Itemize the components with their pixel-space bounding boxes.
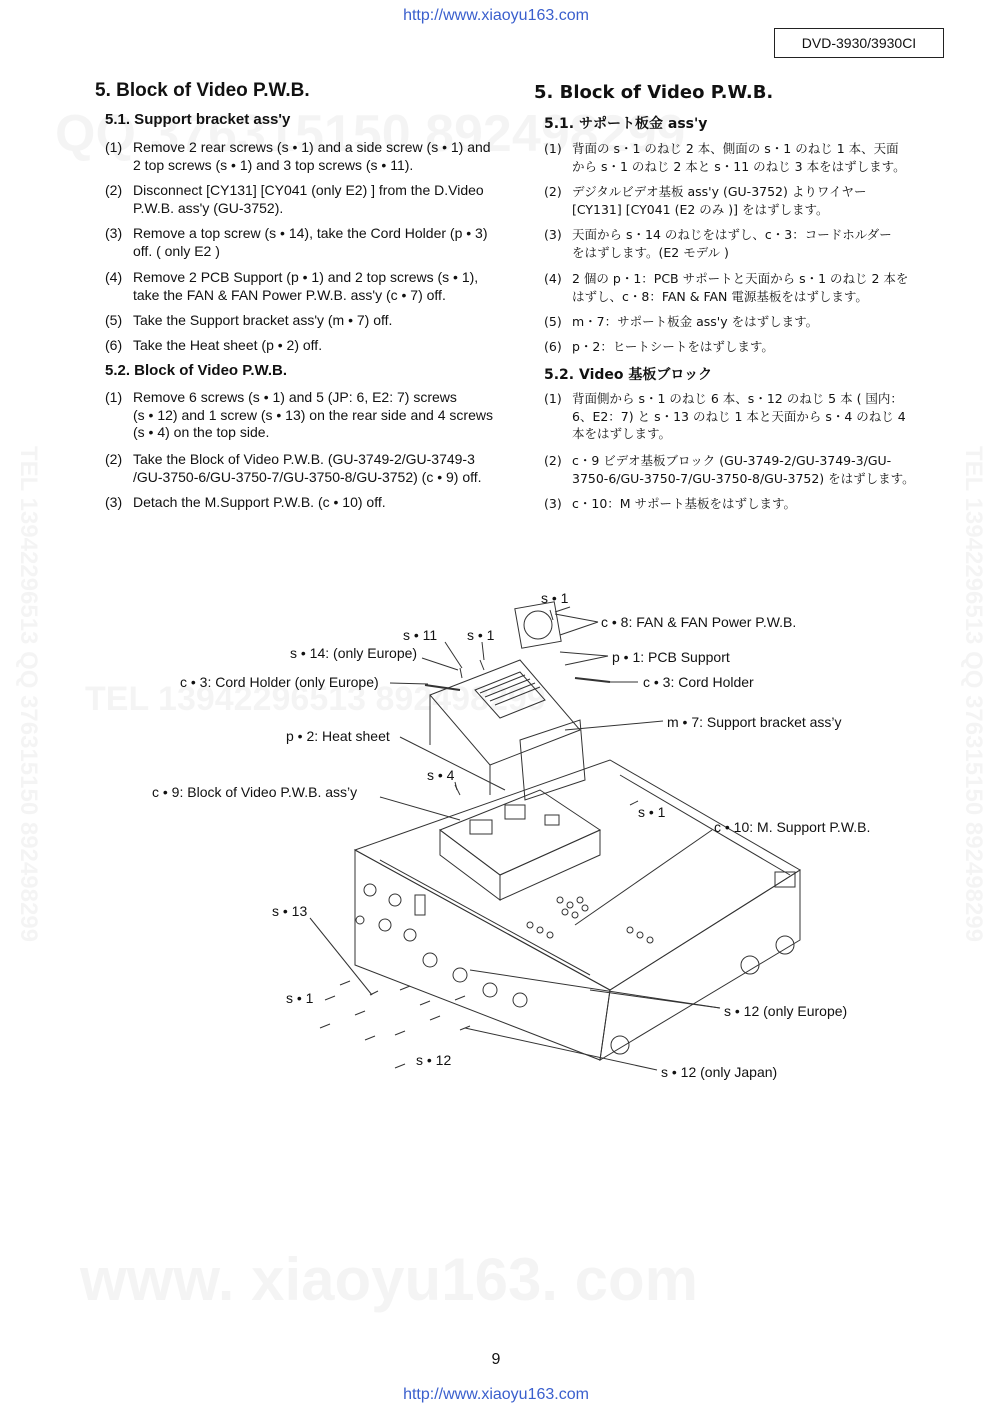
- label-c3-cord-holder-left: c • 3: Cord Holder (only Europe): [180, 674, 379, 690]
- japanese-step-5-1-3: (3) 天面から s・14 のねじをはずし、c・3：コードホルダー をはずします。(E2 モデル ): [544, 227, 892, 260]
- english-step-5-1-1: (1) Remove 2 rear screws (s • 1) and a side screw (s • 1) and 2 top screws (s • 1) and 3 top screws (s • 11).: [105, 139, 491, 173]
- english-step-5-1-5: (5) Take the Support bracket ass'y (m • 7) off.: [105, 312, 393, 328]
- japanese-step-5-2-3: (3) c・10：M サポート基板をはずします。: [544, 496, 797, 511]
- chassis-front-panel: [355, 850, 610, 1060]
- english-step-5-1-4: (4) Remove 2 PCB Support (p • 1) and 2 top screws (s • 1), take the FAN & FAN Power P.W.B. ass'y (c • 7) off.: [105, 269, 479, 303]
- japanese-step-5-1-6: (6) p・2：ヒートシートをはずします。: [544, 339, 774, 354]
- chassis-side-panel: [600, 870, 800, 1060]
- label-s1-low: s • 1: [286, 990, 314, 1006]
- japanese-step-5-1-4: (4) 2 個の p・1：PCB サポートと天面から s・1 のねじ 2 本を はずし、c・8：FAN & FAN 電源基板をはずします。: [544, 271, 909, 304]
- label-s4: s • 4: [427, 767, 455, 783]
- japanese-step-5-1-1: (1) 背面の s・1 のねじ 2 本、側面の s・1 のねじ 1 本、天面 から s・1 のねじ 2 本と s・11 のねじ 3 本をはずします。: [544, 141, 906, 174]
- page-number: 9: [491, 1351, 501, 1368]
- watermark-url: [80, 1245, 698, 1314]
- english-subsection-5-2: 5.2. Block of Video P.W.B.: [105, 362, 287, 379]
- label-c8-fan: c • 8: FAN & FAN Power P.W.B.: [601, 614, 797, 630]
- label-c3-cord-holder-right: c • 3: Cord Holder: [643, 674, 754, 690]
- label-c10-m-support: c • 10: M. Support P.W.B.: [714, 819, 871, 835]
- english-subsection-5-1: 5.1. Support bracket ass'y: [105, 111, 291, 128]
- english-step-5-2-3: (3) Detach the M.Support P.W.B. (c • 10) off.: [105, 494, 386, 510]
- label-s12-europe: s • 12 (only Europe): [724, 1003, 848, 1019]
- label-s14: s • 14: (only Europe): [290, 645, 418, 661]
- japanese-section-title: 5. Block of Video P.W.B.: [534, 82, 774, 103]
- english-step-5-2-1: (1) Remove 6 screws (s • 1) and 5 (JP: 6, E2: 7) screws (s • 12) and 1 screw (s • 13) on the rear side and 4 screws (s • 4) on the top side.: [105, 389, 493, 440]
- label-p2-heat-sheet: p • 2: Heat sheet: [286, 728, 390, 744]
- chassis-outline: [355, 760, 800, 990]
- label-s1-b: s • 1: [467, 627, 495, 643]
- label-c9-video-block: c • 9: Block of Video P.W.B. ass’y: [152, 784, 358, 800]
- english-step-5-1-2: (2) Disconnect [CY131] [CY041 (only E2) ] from the D.Video P.W.B. ass'y (GU-3752).: [105, 182, 484, 216]
- support-bracket: [430, 660, 580, 765]
- japanese-step-5-1-2: (2) デジタルビデオ基板 ass'y (GU-3752) よりワイヤー [CY131] [CY041 (E2 のみ )] をはずします。: [544, 184, 867, 217]
- label-p1-pcb-support: p • 1: PCB Support: [612, 649, 730, 665]
- exploded-view-diagram: [0, 580, 992, 1100]
- fan: [515, 602, 561, 648]
- label-s12-japan: s • 12 (only Japan): [661, 1064, 778, 1080]
- heat-sink: [475, 672, 545, 718]
- label-s1-top: s • 1: [541, 590, 569, 606]
- label-s1-mid: s • 1: [638, 804, 666, 820]
- english-step-5-1-3: (3) Remove a top screw (s • 14), take the Cord Holder (p • 3) off. ( only E2 ): [105, 225, 488, 259]
- japanese-step-5-2-2: (2) c・9 ビデオ基板ブロック (GU-3749-2/GU-3749-3/GU- 3750-6/GU-3750-7/GU-3750-8/GU-3752) をはずします。: [544, 453, 915, 486]
- video-pwb-block: [440, 790, 600, 875]
- japanese-step-5-1-5: (5) m・7：サポート板金 ass'y をはずします。: [544, 314, 819, 329]
- english-section-title: 5. Block of Video P.W.B.: [95, 80, 310, 101]
- english-step-5-1-6: (6) Take the Heat sheet (p • 2) off.: [105, 337, 323, 353]
- bottom-url-link[interactable]: http://www.xiaoyu163.com: [403, 1386, 589, 1403]
- label-s11: s • 11: [403, 627, 438, 643]
- japanese-step-5-2-1: (1) 背面側から s・1 のねじ 6 本、s・12 のねじ 5 本 ( 国内： 6、E2：7) と s・13 のねじ 1 本と天面から s・4 のねじ 4 本をはずします。: [544, 391, 906, 441]
- label-m7-support-bracket: m • 7: Support bracket ass’y: [667, 714, 842, 730]
- japanese-subsection-5-2: 5.2. Video 基板ブロック: [544, 367, 713, 383]
- model-number-box: DVD-3930/3930CI: [774, 28, 944, 58]
- japanese-subsection-5-1: 5.1. サポート板金 ass'y: [544, 116, 708, 132]
- top-url-link[interactable]: http://www.xiaoyu163.com: [403, 7, 589, 24]
- label-s12: s • 12: [416, 1052, 452, 1068]
- english-step-5-2-2: (2) Take the Block of Video P.W.B. (GU-3749-2/GU-3749-3 /GU-3750-6/GU-3750-7/GU-3750-8/GU-3752) (c • 9) off.: [105, 451, 482, 485]
- label-s13: s • 13: [272, 903, 308, 919]
